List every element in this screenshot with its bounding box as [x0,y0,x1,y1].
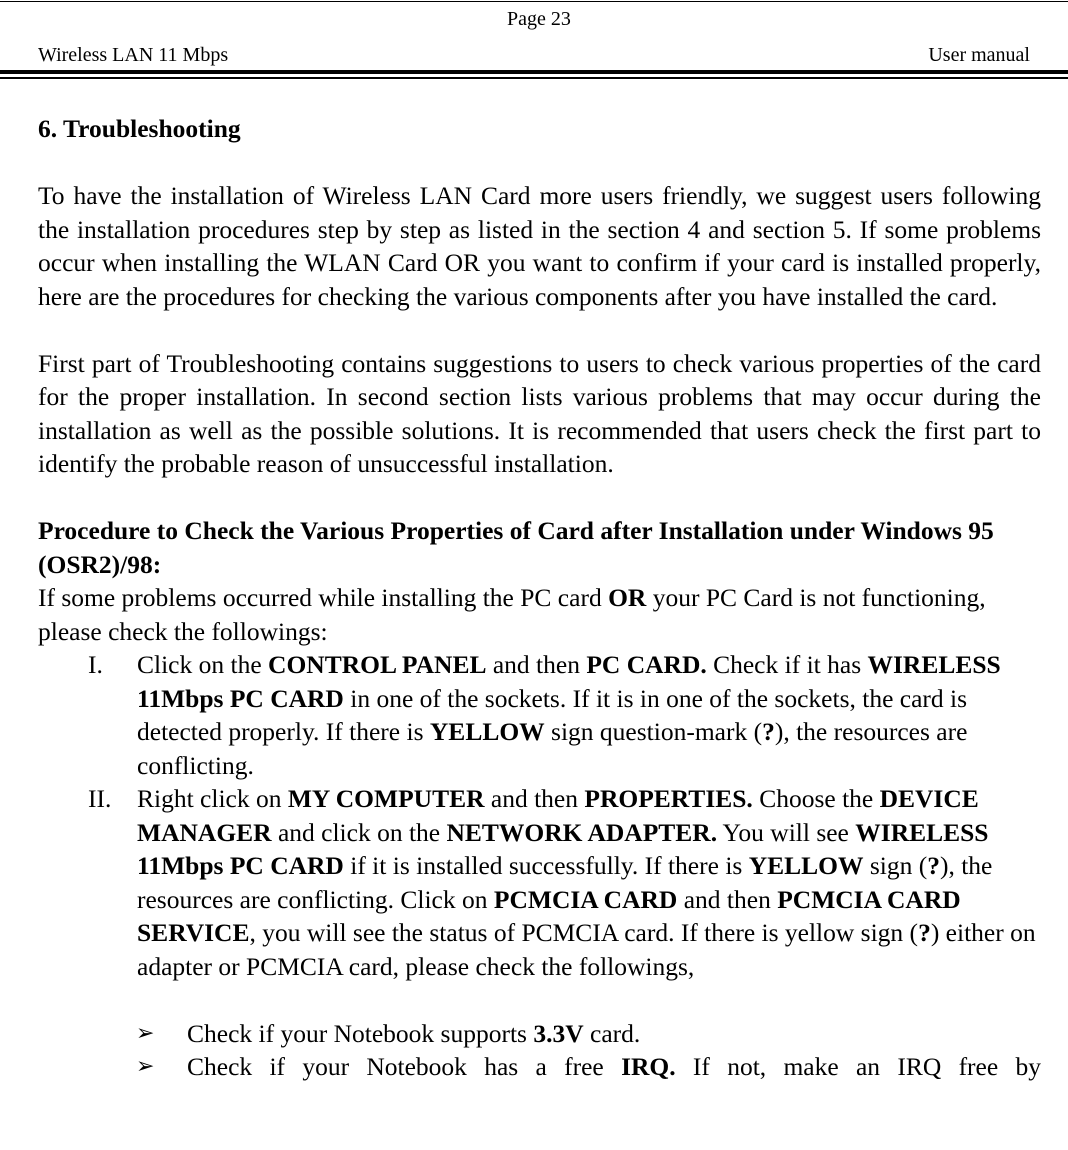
spacer [38,313,1041,347]
header-thin-rule [0,77,1068,79]
step-bold: PCMCIA CARD SERVICE [137,884,961,947]
check-text: If not, make an IRQ free by [675,1052,1041,1081]
step-number: I. [88,650,103,679]
step-text: sign ( [863,851,928,880]
step-bold: ? [927,851,940,880]
intro-paragraph-2: First part of Troubleshooting contains suggestions to users to check various properties of the card for the proper installation. In second section lists various problems that may occur during the installation as well as the possible solutions. It is recommended that users check the first part to identify the probable reason of unsuccessful installation. [38,348,1041,478]
step-text: and then [486,650,587,679]
page-body [38,112,1041,1084]
intro-paragraph-1: To have the installation of Wireless LAN Card more users friendly, we suggest users following the installation procedures step by step as listed in the section 4 and section 5. If some problems occur when installing the WLAN Card OR you want to confirm if your card is installed properly, here are the procedures for checking the various components after you have installed the card. [38,181,1041,311]
step-text: in one of the sockets. If it is in one of the sockets, the card is detected properly. If there is [137,683,968,746]
header-thick-rule [0,70,1068,74]
step-bold: WIRELESS 11Mbps PC CARD [137,817,989,880]
step-bold: WIRELESS 11Mbps PC CARD [137,650,1001,713]
step-bold: MY COMPUTER [287,784,485,813]
check-item [38,1017,1041,1051]
step-bold: ? [762,717,775,746]
check-bold: IRQ. [621,1052,676,1081]
check-text: card. [583,1018,641,1048]
step-bold: PCMCIA CARD [493,884,678,914]
arrow-bullet-icon: ➢ [136,1054,155,1079]
spacer [38,146,1041,180]
check-text: Check if your Notebook has a free [187,1052,622,1081]
step-bold: CONTROL PANEL [268,650,487,679]
lead-text-1: If some problems occurred while installing the PC card [38,583,609,612]
step-bold: PROPERTIES. [584,784,753,813]
step-bold: PC CARD. [586,650,707,679]
step-text: Right click on [137,784,288,813]
arrow-bullet-icon: ➢ [136,1020,155,1046]
spacer [38,983,1041,1017]
step-text: , you will see the status of PCMCIA card. If there is yellow sign ( [249,918,919,947]
step-text: Click on the [137,650,269,679]
header-product-name: Wireless LAN 11 Mbps [38,44,229,66]
page-number: Page 23 [507,8,571,30]
step-item [38,648,1041,782]
step-text: and then [677,884,778,914]
step-text: and then [484,784,585,813]
procedure-steps [38,648,1041,983]
step-text: if it is installed successfully. If there is [343,851,749,880]
header-top-rule [0,1,1068,2]
check-list [38,1017,1041,1084]
step-bold: DEVICE MANAGER [137,784,979,847]
step-text: ), the resources are conflicting. [137,717,968,780]
spacer [38,481,1041,515]
check-text: Check if your Notebook supports [187,1018,534,1048]
step-text: ) either on adapter or PCMCIA card, please check the followings, [137,918,1036,981]
step-bold: YELLOW [429,717,545,746]
lead-or: OR [608,583,647,612]
step-text: and click on the [271,817,447,847]
procedure-lead [38,581,1041,648]
procedure-heading: Procedure to Check the Various Properties of Card after Installation under Windows 95 (OSR2)/98: [38,516,994,579]
step-bold: NETWORK ADAPTER. [446,817,718,847]
step-text: sign question-mark ( [544,717,763,746]
lead-text-2: your PC Card is not functioning, please check the followings: [38,583,986,646]
step-text: Check if it has [706,650,868,679]
step-text: You will see [717,817,856,847]
step-bold: YELLOW [748,851,864,880]
check-item [38,1050,1041,1084]
step-number: II. [88,784,112,813]
step-item [38,782,1041,983]
check-bold: 3.3V [533,1018,584,1048]
section-title: 6. Troubleshooting [38,114,241,143]
step-text: ), the resources are conflicting. Click on [137,851,993,914]
header-doc-type: User manual [928,44,1030,66]
step-text: Choose the [752,784,880,813]
step-bold: ? [918,918,931,947]
